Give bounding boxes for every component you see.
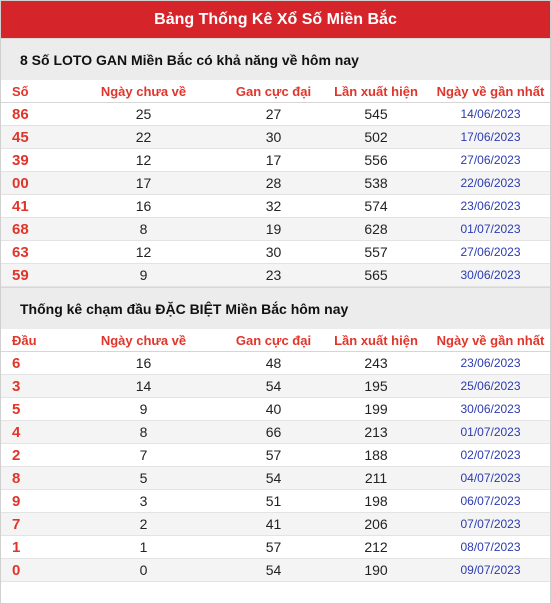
table-row bbox=[1, 490, 550, 513]
last-date-cell: 04/07/2023 bbox=[431, 467, 550, 490]
appearances-cell: 212 bbox=[321, 536, 431, 559]
appearances-cell: 213 bbox=[321, 421, 431, 444]
max-gan-cell: 48 bbox=[226, 352, 321, 375]
table-row bbox=[1, 421, 550, 444]
days-missing-cell: 0 bbox=[61, 559, 226, 582]
days-missing-cell: 16 bbox=[61, 195, 226, 218]
days-missing-cell: 2 bbox=[61, 513, 226, 536]
max-gan-cell: 51 bbox=[226, 490, 321, 513]
table-row bbox=[1, 149, 550, 172]
loto-gan-heading: 8 Số LOTO GAN Miền Bắc có khả năng về hôm nay bbox=[1, 38, 550, 80]
number-cell: 6 bbox=[1, 352, 61, 375]
table-row bbox=[1, 444, 550, 467]
table-row bbox=[1, 375, 550, 398]
days-missing-cell: 8 bbox=[61, 421, 226, 444]
max-gan-cell: 57 bbox=[226, 536, 321, 559]
last-date-cell: 06/07/2023 bbox=[431, 490, 550, 513]
days-missing-cell: 12 bbox=[61, 149, 226, 172]
max-gan-cell: 40 bbox=[226, 398, 321, 421]
last-date-cell: 22/06/2023 bbox=[431, 172, 550, 195]
last-date-cell: 07/07/2023 bbox=[431, 513, 550, 536]
number-cell: 3 bbox=[1, 375, 61, 398]
last-date-cell: 27/06/2023 bbox=[431, 241, 550, 264]
max-gan-cell: 57 bbox=[226, 444, 321, 467]
table-header-row bbox=[1, 80, 550, 103]
dac-biet-rows bbox=[1, 352, 550, 582]
column-header: Số bbox=[1, 80, 61, 103]
column-header: Ngày chưa về bbox=[61, 80, 226, 103]
appearances-cell: 502 bbox=[321, 126, 431, 149]
max-gan-cell: 41 bbox=[226, 513, 321, 536]
max-gan-cell: 30 bbox=[226, 241, 321, 264]
number-cell: 63 bbox=[1, 241, 61, 264]
max-gan-cell: 54 bbox=[226, 467, 321, 490]
days-missing-cell: 17 bbox=[61, 172, 226, 195]
table-row bbox=[1, 172, 550, 195]
column-header: Gan cực đại bbox=[226, 80, 321, 103]
column-header: Ngày chưa về bbox=[61, 329, 226, 352]
column-header: Lần xuất hiện bbox=[321, 80, 431, 103]
table-row bbox=[1, 218, 550, 241]
number-cell: 1 bbox=[1, 536, 61, 559]
table-header-row bbox=[1, 329, 550, 352]
table-row bbox=[1, 467, 550, 490]
number-cell: 7 bbox=[1, 513, 61, 536]
number-cell: 2 bbox=[1, 444, 61, 467]
appearances-cell: 565 bbox=[321, 264, 431, 287]
max-gan-cell: 54 bbox=[226, 375, 321, 398]
days-missing-cell: 1 bbox=[61, 536, 226, 559]
table-row bbox=[1, 264, 550, 287]
table-row bbox=[1, 241, 550, 264]
appearances-cell: 199 bbox=[321, 398, 431, 421]
days-missing-cell: 14 bbox=[61, 375, 226, 398]
table-row bbox=[1, 536, 550, 559]
appearances-cell: 574 bbox=[321, 195, 431, 218]
max-gan-cell: 19 bbox=[226, 218, 321, 241]
last-date-cell: 01/07/2023 bbox=[431, 218, 550, 241]
last-date-cell: 30/06/2023 bbox=[431, 264, 550, 287]
last-date-cell: 08/07/2023 bbox=[431, 536, 550, 559]
appearances-cell: 195 bbox=[321, 375, 431, 398]
column-header: Ngày về gần nhất bbox=[431, 329, 550, 352]
appearances-cell: 545 bbox=[321, 103, 431, 126]
appearances-cell: 628 bbox=[321, 218, 431, 241]
max-gan-cell: 23 bbox=[226, 264, 321, 287]
appearances-cell: 557 bbox=[321, 241, 431, 264]
table-row bbox=[1, 559, 550, 582]
number-cell: 45 bbox=[1, 126, 61, 149]
last-date-cell: 30/06/2023 bbox=[431, 398, 550, 421]
appearances-cell: 190 bbox=[321, 559, 431, 582]
days-missing-cell: 25 bbox=[61, 103, 226, 126]
days-missing-cell: 8 bbox=[61, 218, 226, 241]
appearances-cell: 206 bbox=[321, 513, 431, 536]
last-date-cell: 14/06/2023 bbox=[431, 103, 550, 126]
number-cell: 59 bbox=[1, 264, 61, 287]
last-date-cell: 09/07/2023 bbox=[431, 559, 550, 582]
loto-gan-rows bbox=[1, 103, 550, 287]
number-cell: 41 bbox=[1, 195, 61, 218]
last-date-cell: 17/06/2023 bbox=[431, 126, 550, 149]
table-row bbox=[1, 103, 550, 126]
appearances-cell: 188 bbox=[321, 444, 431, 467]
page-title: Bảng Thống Kê Xổ Số Miền Bắc bbox=[1, 1, 550, 38]
last-date-cell: 01/07/2023 bbox=[431, 421, 550, 444]
table-row bbox=[1, 398, 550, 421]
table-row bbox=[1, 513, 550, 536]
table-row bbox=[1, 195, 550, 218]
max-gan-cell: 17 bbox=[226, 149, 321, 172]
days-missing-cell: 9 bbox=[61, 398, 226, 421]
appearances-cell: 556 bbox=[321, 149, 431, 172]
number-cell: 39 bbox=[1, 149, 61, 172]
table-row bbox=[1, 352, 550, 375]
max-gan-cell: 27 bbox=[226, 103, 321, 126]
appearances-cell: 538 bbox=[321, 172, 431, 195]
last-date-cell: 02/07/2023 bbox=[431, 444, 550, 467]
column-header: Đầu bbox=[1, 329, 61, 352]
days-missing-cell: 7 bbox=[61, 444, 226, 467]
days-missing-cell: 5 bbox=[61, 467, 226, 490]
max-gan-cell: 54 bbox=[226, 559, 321, 582]
dac-biet-heading: Thống kê chạm đầu ĐẶC BIỆT Miền Bắc hôm nay bbox=[1, 287, 550, 329]
appearances-cell: 243 bbox=[321, 352, 431, 375]
column-header: Lần xuất hiện bbox=[321, 329, 431, 352]
last-date-cell: 23/06/2023 bbox=[431, 352, 550, 375]
max-gan-cell: 32 bbox=[226, 195, 321, 218]
days-missing-cell: 22 bbox=[61, 126, 226, 149]
last-date-cell: 23/06/2023 bbox=[431, 195, 550, 218]
dac-biet-table bbox=[1, 329, 550, 582]
last-date-cell: 27/06/2023 bbox=[431, 149, 550, 172]
number-cell: 68 bbox=[1, 218, 61, 241]
number-cell: 9 bbox=[1, 490, 61, 513]
number-cell: 0 bbox=[1, 559, 61, 582]
max-gan-cell: 66 bbox=[226, 421, 321, 444]
last-date-cell: 25/06/2023 bbox=[431, 375, 550, 398]
days-missing-cell: 12 bbox=[61, 241, 226, 264]
number-cell: 86 bbox=[1, 103, 61, 126]
table-row bbox=[1, 126, 550, 149]
column-header: Gan cực đại bbox=[226, 329, 321, 352]
max-gan-cell: 30 bbox=[226, 126, 321, 149]
number-cell: 5 bbox=[1, 398, 61, 421]
days-missing-cell: 9 bbox=[61, 264, 226, 287]
column-header: Ngày về gần nhất bbox=[431, 80, 550, 103]
number-cell: 4 bbox=[1, 421, 61, 444]
loto-gan-table bbox=[1, 80, 550, 287]
appearances-cell: 198 bbox=[321, 490, 431, 513]
days-missing-cell: 16 bbox=[61, 352, 226, 375]
max-gan-cell: 28 bbox=[226, 172, 321, 195]
number-cell: 8 bbox=[1, 467, 61, 490]
appearances-cell: 211 bbox=[321, 467, 431, 490]
days-missing-cell: 3 bbox=[61, 490, 226, 513]
number-cell: 00 bbox=[1, 172, 61, 195]
